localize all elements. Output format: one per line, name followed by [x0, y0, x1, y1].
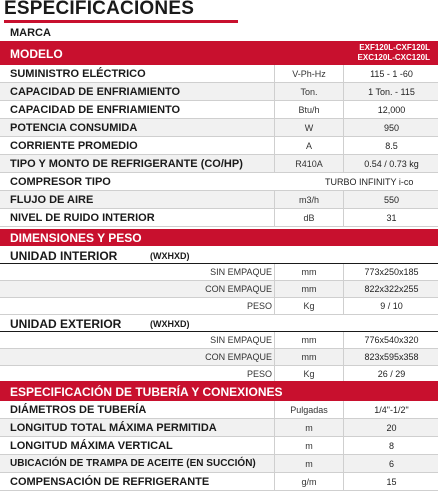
- modelo-bar: [0, 41, 438, 65]
- tuberia-row-unit: Pulgadas: [290, 404, 328, 415]
- spec-value: 12,000: [377, 104, 406, 115]
- unidad-exterior-dims: (WXHXD): [150, 319, 190, 329]
- spec-label: CORRIENTE PROMEDIO: [10, 139, 138, 152]
- spec-value: 550: [383, 194, 400, 205]
- spec-label: CAPACIDAD DE ENFRIAMIENTO: [10, 85, 181, 98]
- title-underline: [4, 20, 238, 23]
- spec-unit: Btu/h: [298, 104, 320, 115]
- tuberia-row: [0, 401, 438, 419]
- tuberia-row-value: 8: [388, 440, 394, 451]
- spec-unit: W: [304, 122, 314, 133]
- tuberia-row: [0, 455, 438, 473]
- dim-unit: Kg: [303, 369, 315, 379]
- dimensiones-label: DIMENSIONES Y PESO: [10, 231, 142, 245]
- spec-unit: m3/h: [298, 194, 319, 205]
- spec-label: CAPACIDAD DE ENFRIAMIENTO: [10, 103, 181, 116]
- spec-row: [0, 65, 438, 83]
- page-title: ESPECIFICACIONES: [4, 0, 195, 19]
- tuberia-row: [0, 437, 438, 455]
- unidad-exterior-header: [0, 314, 438, 332]
- spec-label: NIVEL DE RUIDO INTERIOR: [10, 211, 155, 224]
- spec-value: TURBO INFINITY i-co: [325, 176, 414, 187]
- dim-row: [0, 332, 438, 349]
- dimensiones-bar: [0, 229, 438, 246]
- spec-label: POTENCIA CONSUMIDA: [10, 121, 138, 134]
- dim-unit: mm: [301, 284, 317, 294]
- tuberia-row-value: 6: [388, 458, 394, 469]
- dim-label: PESO: [246, 301, 272, 311]
- tuberia-row-label: UBICACIÓN DE TRAMPA DE ACEITE (EN SUCCIÓN): [10, 458, 256, 469]
- spec-value: 8.5: [385, 140, 398, 151]
- dim-label: PESO: [246, 369, 272, 379]
- spec-row: [0, 191, 438, 209]
- tuberia-row-value: 1/4"-1/2": [374, 404, 409, 415]
- tuberia-bar: [0, 381, 438, 401]
- spec-unit: A: [305, 140, 312, 151]
- spec-value: 1 Ton. - 115: [368, 86, 415, 97]
- spec-row: [0, 101, 438, 119]
- dim-row: [0, 281, 438, 298]
- dim-value: 773x250x185: [364, 267, 419, 277]
- dim-label: CON EMPAQUE: [205, 284, 272, 294]
- modelo-code-1: EXF120L-CXF120L: [359, 43, 430, 52]
- spec-label: TIPO Y MONTO DE REFRIGERANTE (CO/HP): [10, 157, 243, 170]
- spec-unit: V-Ph-Hz: [292, 68, 326, 79]
- tuberia-row-label: LONGITUD MÁXIMA VERTICAL: [10, 439, 173, 452]
- dim-label: SIN EMPAQUE: [210, 267, 272, 277]
- spec-label: SUMINISTRO ELÉCTRICO: [10, 67, 146, 80]
- unidad-exterior-title: UNIDAD EXTERIOR: [10, 317, 122, 331]
- dim-value: 26 / 29: [377, 369, 406, 379]
- tuberia-row-label: COMPENSACIÓN DE REFRIGERANTE: [10, 475, 210, 488]
- modelo-codes: [358, 44, 430, 62]
- spec-unit: R410A: [295, 158, 323, 169]
- unidad-interior-header: [0, 246, 438, 264]
- dim-unit: mm: [301, 335, 317, 345]
- tuberia-row-unit: m: [305, 422, 313, 433]
- spec-row: [0, 155, 438, 173]
- unidad-interior-title: UNIDAD INTERIOR: [10, 249, 118, 263]
- spec-row: [0, 119, 438, 137]
- dim-unit: Kg: [303, 301, 315, 311]
- spec-value: 0.54 / 0.73 kg: [364, 158, 419, 169]
- tuberia-row: [0, 473, 438, 491]
- spec-value: 31: [386, 212, 397, 223]
- spec-label: COMPRESOR TIPO: [10, 175, 111, 188]
- dim-label: CON EMPAQUE: [205, 352, 272, 362]
- modelo-code-2: EXC120L-CXC120L: [357, 53, 430, 62]
- tuberia-row-unit: m: [305, 440, 313, 451]
- dim-label: SIN EMPAQUE: [210, 335, 272, 345]
- dim-value: 822x322x255: [364, 284, 419, 294]
- tuberia-label: ESPECIFICACIÓN DE TUBERÍA Y CONEXIONES: [10, 385, 283, 399]
- marca-label: MARCA: [10, 27, 51, 39]
- spec-row: [0, 137, 438, 155]
- dim-unit: mm: [301, 352, 317, 362]
- tuberia-row-unit: m: [305, 458, 313, 469]
- dim-row: [0, 264, 438, 281]
- tuberia-row-unit: g/m: [301, 476, 317, 487]
- spec-row: [0, 83, 438, 101]
- dim-row: [0, 298, 438, 315]
- tuberia-row-value: 20: [386, 422, 397, 433]
- dim-value: 9 / 10: [380, 301, 403, 311]
- spec-value: 115 - 1 -60: [370, 68, 413, 79]
- dim-value: 776x540x320: [364, 335, 419, 345]
- tuberia-row-label: DIÁMETROS DE TUBERÍA: [10, 403, 147, 416]
- modelo-label: MODELO: [10, 47, 63, 61]
- spec-unit: Ton.: [300, 86, 318, 97]
- dim-value: 823x595x358: [364, 352, 419, 362]
- spec-value: 950: [383, 122, 400, 133]
- dim-row: [0, 349, 438, 366]
- spec-row: [0, 209, 438, 227]
- tuberia-row-value: 15: [386, 476, 397, 487]
- tuberia-row-label: LONGITUD TOTAL MÁXIMA PERMITIDA: [10, 421, 217, 434]
- spec-label: FLUJO DE AIRE: [10, 193, 94, 206]
- dim-unit: mm: [301, 267, 317, 277]
- spec-unit: dB: [303, 212, 315, 223]
- unidad-interior-dims: (WXHXD): [150, 251, 190, 261]
- spec-row: [0, 173, 438, 191]
- tuberia-row: [0, 419, 438, 437]
